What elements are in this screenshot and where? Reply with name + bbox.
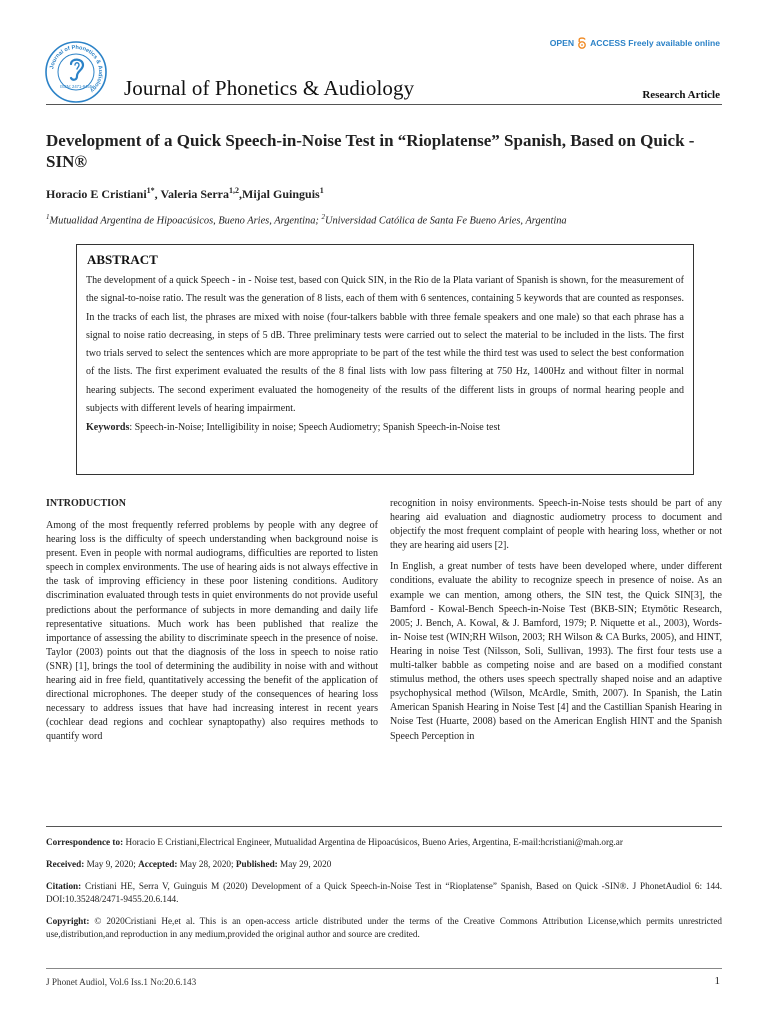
article-type: Research Article: [642, 89, 720, 101]
journal-logo: [44, 40, 108, 104]
author-name[interactable]: Horacio E Cristiani: [46, 187, 147, 201]
accepted-label: Accepted:: [138, 859, 178, 869]
dates-note: [46, 858, 722, 871]
affiliation: Universidad Católica de Santa Fe Bueno Aries, Argentina: [324, 215, 567, 227]
author-affiliation-mark: 1: [319, 186, 324, 195]
keywords-list: : Speech-in-Noise; Intelligibility in noise; Speech Audiometry; Spanish Speech-in-Noise test: [129, 422, 501, 434]
svg-text:Journal of Phonetics & Audiolo: Journal of Phonetics & Audiology: [49, 44, 104, 94]
author-affiliation-mark: 1*: [146, 186, 155, 195]
affiliation-mark: 2: [321, 213, 325, 221]
author-name[interactable]: Mijal Guinguis: [242, 187, 320, 201]
copyright-note: [46, 915, 722, 941]
footer-divider: [46, 968, 722, 969]
affiliation: Mutualidad Argentina de Hipoacúsicos, Bueno Aries, Argentina;: [49, 215, 322, 227]
affiliations: [46, 213, 567, 226]
body-column-right: [390, 497, 722, 744]
section-heading-introduction: INTRODUCTION: [46, 498, 127, 509]
correspondence-note: [46, 836, 722, 849]
copyright-label: Copyright:: [46, 916, 90, 926]
body-paragraph: Among of the most frequently referred problems by people with any degree of hearing loss is the difficulty of speech understanding when background noise is present. Even in people with normal audiograms, difficulties are reported to listen speech in complex environments. The use of hearing aids is not always effective in the task of improving efficiency in these poor listening conditions. Auditory discrimination evaluated through tests in quiet environments do not provide useful predictions about the performance of subjects in more demanding and daily life representative situations. Much work has been published that realize the importance of assessing the ability to discriminate speech in the presence of noise. Taylor (2003) points out that the diagnosis of the loss in speech to noise ratio (SNR) [1], brings the tool of determining the audibility in noise with and without hearing aid in free field, quantitatively accessing the benefit of the application of directional microphones. The deeper study of the consequences of hearing loss necessary to address issues that have had increasing interest in recent years (cochlear dead regions and cochlear synaptopathy) also requires methods to quantify word: [46, 520, 378, 743]
page-number: 1: [714, 975, 720, 987]
abstract-text: The development of a quick Speech - in - Noise test, based con Quick SIN, in the Rio de la Plata variant of Spanish is shown, for the measurement of the signal-to-noise ratio. The result was the generation of 8 lists, each of them with 6 sentences, containing 5 keywords that are counted as responses. In the tracks of each list, the phrases are mixed with noise (four-talkers babble with three female speakers and one male) so that each phrase has a signal to noise ratio decreasing, in steps of 5 dB. Three preliminary tests were carried out to select the material to be included in the lists. The first two trials served to select the sentences which are more appropriate to be part of the test while the third test was used to select the best conformation of the lists. The first experiment evaluated the results of the 8 final lists with low pass filtering at 750 Hz, 1400Hz and without filter in normal hearing subjects. The second experiment evaluated the homogeneity of the results of the different lists in groups of normal hearing people and subjects with different levels of hearing impairment.: [86, 275, 684, 415]
body-column-left: [46, 497, 378, 745]
paper-title: Development of a Quick Speech-in-Noise Test in “Rioplatense” Spanish, Based on Quick -SIN®: [46, 131, 695, 171]
affiliation-mark: 1: [46, 213, 50, 221]
published-label: Published:: [235, 859, 278, 869]
citation-label: Citation:: [46, 881, 82, 891]
keywords-label: Keywords: [86, 422, 130, 434]
keywords: [86, 420, 684, 436]
journal-reference: J Phonet Audiol, Vol.6 Iss.1 No:20.6.143: [46, 977, 197, 987]
correspondence-text: Horacio E Cristiani,Electrical Engineer, Mutualidad Argentina de Hipoacúsicos, Bueno Aries, Argentina, E-mail:hcristiani@mah.org.ar: [123, 837, 623, 847]
svg-text:ISSN: 2471-9455: ISSN: 2471-9455: [59, 84, 93, 89]
body-paragraph: recognition in noisy environments. Speech-in-Noise tests should be part of any hearing aid evaluation and diagnostic audiometry process to document and objectify the most frequent complaint of people with hearing loss, whether or not they are hearing aid users [2].: [390, 498, 722, 552]
received-label: Received:: [46, 859, 85, 869]
open-access-badge[interactable]: [550, 36, 720, 49]
author-affiliation-mark: 1,2: [229, 186, 240, 195]
author-name[interactable]: Valeria Serra: [160, 187, 230, 201]
accepted-date: May 28, 2020;: [177, 859, 236, 869]
journal-logo-seal: [44, 40, 108, 104]
open-lock-icon: [577, 36, 587, 49]
abstract-box: [76, 244, 694, 475]
abstract-heading: ABSTRACT: [87, 252, 158, 267]
open-access-label: ACCESS Freely available online: [590, 37, 720, 48]
correspondence-label: Correspondence to:: [46, 837, 124, 847]
author-list: [46, 186, 324, 202]
author-separator: ,: [239, 187, 243, 201]
notes-divider: [46, 826, 722, 827]
open-access-prefix: OPEN: [549, 37, 575, 48]
journal-title: Journal of Phonetics & Audiology: [124, 76, 415, 100]
header-divider: [46, 104, 722, 105]
body-paragraph: In English, a great number of tests have been developed where, under different conditions, evaluate the ability to recognize speech in presence of noise. As an example we can mention, among others, the SIN test, the Quick SIN[3], the Bamford - Kowal-Bench Speech-in-Noise Test (BKB-SIN; Etymōtic Research, 2005; J. Bench, A. Kowal, & J. Bamford, 1979; P. Niquette et al., 2003), Words-in- Noise test (WIN;RH Wilson, 2003; RH Wilson & CA Burks, 2005), and HINT, Hearing in noise Test (Nilsson, Soli, Sullivan, 1993). The first four tests use a multi-talker babble as competing noise and are based on a modified constant stimulus method, the others uses speech spectrally shaped noise and an adaptive psychophysical method (Wilson, McArdle, Smith, 2007). In Spanish, the Latin American Spanish Hearing in Noise Test [4] and the Castillian Spanish Hearing in Noise Test (Huarte, 2008) based on the American English HINT and the Spanish Speech Perception in: [390, 561, 722, 742]
received-date: May 9, 2020;: [84, 859, 139, 869]
citation-note: [46, 880, 722, 906]
author-separator: ,: [154, 187, 161, 201]
copyright-text: © 2020Cristiani He,et al. This is an open-access article distributed under the terms of the Creative Commons Attribution License,which permits unrestricted use,distribution,and reproduction in any medium,provided the original author and source are credited.: [46, 916, 722, 939]
citation-text[interactable]: Cristiani HE, Serra V, Guinguis M (2020) Development of a Quick Speech-in-Noise Test in “Rioplatense” Spanish, Based on Quick -SIN®. J PhonetAudiol 6: 144. DOI:10.35248/2471-9455.20.6.144.: [46, 881, 722, 904]
article-notes: [46, 836, 722, 950]
published-date: May 29, 2020: [277, 859, 332, 869]
